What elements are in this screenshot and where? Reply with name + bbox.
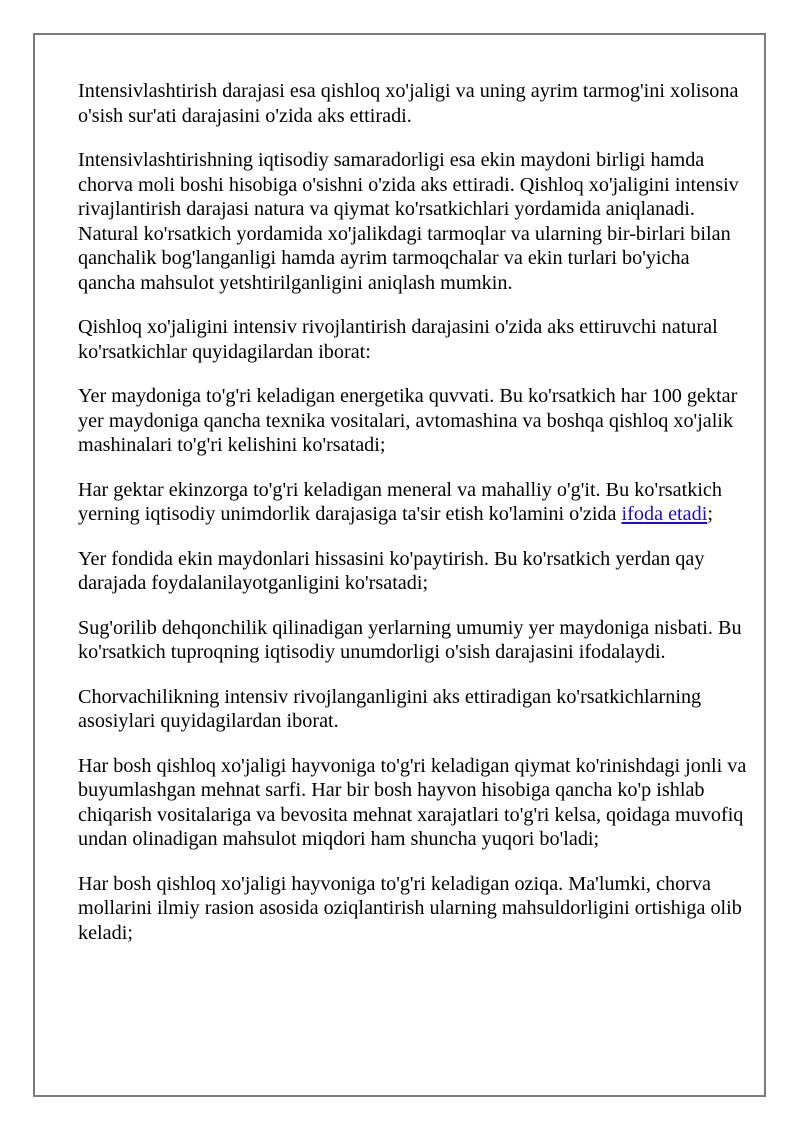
paragraph-10: Har bosh qishloq xo'jaligi hayvoniga to'g'ri keladigan oziqa. Ma'lumki, chorva mollarini ilmiy rasion asosida oziqlantirish ularning mahsuldorligini ortishiga olib keladi; <box>78 872 742 944</box>
paragraph-4: Yer maydoniga to'g'ri keladigan energetika quvvati. Bu ko'rsatkich har 100 gektar yer maydoniga qancha texnika vositalari, avtomashina va boshqa qishloq xo'jalik mashinalari to'g'ri kelishini ko'rsatadi; <box>78 385 738 456</box>
document-page <box>33 33 766 1097</box>
paragraph-9: Har bosh qishloq xo'jaligi hayvoniga to'g'ri keladigan qiymat ko'rinishdagi jonli va buyumlashgan mehnat sarfi. Har bir bosh hayvon hisobiga qancha ko'p ishlab chiqarish vositalariga va bevosita mehnat xarajatlari to'g'ri kelsa, qoidaga muvofiq undan olinadigan mahsulot miqdori ham shuncha yuqori bo'ladi; <box>78 754 747 850</box>
paragraph-8: Chorvachilikning intensiv rivojlanganligini aks ettiradigan ko'rsatkichlarning asosiylari quyidagilardan iborat. <box>78 685 702 732</box>
ifoda-etadi-link[interactable]: ifoda etadi <box>621 503 708 525</box>
document-body <box>78 79 748 965</box>
paragraph-2: Intensivlashtirishning iqtisodiy samaradorligi esa ekin maydoni birligi hamda chorva moli boshi hisobiga o'sishni o'zida aks ettiradi. Qishloq xo'jaligini intensiv rivajlantirish darajasi natura va qiymat ko'rsatkichlari yordamida aniqlanadi. Natural ko'rsatkich yordamida xo'jalikdagi tarmoqlar va ularning bir-birlari bilan qanchalik bog'langanligi hamda ayrim tarmoqchalar va ekin turlari bo'yicha qancha mahsulot yetshtirilganligini aniqlash mumkin. <box>78 149 739 294</box>
paragraph-1: Intensivlashtirish darajasi esa qishloq xo'jaligi va uning ayrim tarmog'ini xolisona o'sish sur'ati darajasini o'zida aks ettiradi. <box>78 80 739 127</box>
paragraph-7: Sug'orilib dehqonchilik qilinadigan yerlarning umumiy yer maydoniga nisbati. Bu ko'rsatkich tuproqning iqtisodiy unumdorligi o'sish darajasini ifodalaydi. <box>78 616 742 663</box>
paragraph-6: Yer fondida ekin maydonlari hissasini ko'paytirish. Bu ko'rsatkich yerdan qay darajada foydalanilayotganligini ko'rsatadi; <box>78 547 705 594</box>
paragraph-5 <box>78 478 748 527</box>
paragraph-5-end: ; <box>707 503 713 525</box>
paragraph-3: Qishloq xo'jaligini intensiv rivojlantirish darajasini o'zida aks ettiruvchi natural ko'rsatkichlar quyidagilardan iborat: <box>78 316 718 363</box>
paragraph-5-text: Har gektar ekinzorga to'g'ri keladigan meneral va mahalliy o'g'it. Bu ko'rsatkich yerning iqtisodiy unimdorlik darajasiga ta'sir etish ko'lamini o'zida <box>78 478 722 525</box>
